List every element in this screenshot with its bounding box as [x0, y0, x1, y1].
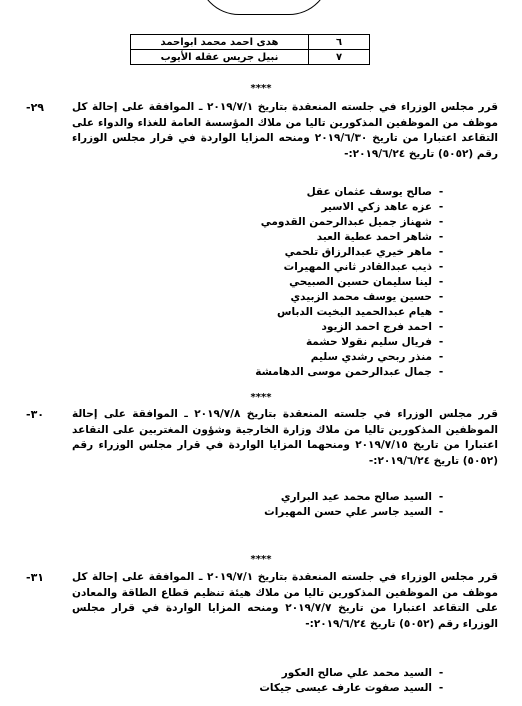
list-item — [255, 335, 450, 350]
list-item-name: ذيب عبدالقادر ثاني المهيرات — [283, 261, 432, 273]
names-table — [130, 34, 370, 65]
list-item — [255, 320, 450, 335]
item-number: -٣١ — [25, 571, 44, 584]
list-item-name: فريال سليم نقولا حشمة — [305, 336, 432, 348]
list-bullet: - — [438, 682, 444, 694]
list-item-name: هيام عبدالحميد البخيت الدباس — [277, 306, 432, 318]
list-item-name: السيد محمد علي صالح العكور — [281, 667, 432, 679]
list-bullet: - — [438, 201, 444, 213]
list-item — [255, 275, 450, 290]
list-bullet: - — [438, 306, 444, 318]
list-item-name: حسين يوسف محمد الزبيدي — [290, 291, 432, 303]
separator: **** — [250, 554, 272, 565]
names-list — [259, 666, 450, 696]
list-bullet: - — [438, 276, 444, 288]
item-number: -٣٠ — [25, 408, 44, 421]
list-item — [255, 305, 450, 320]
header-seal-arc — [198, 0, 330, 15]
list-item-name: ماهر خيري عبدالرزاق تلحمي — [284, 246, 432, 258]
list-item-name: شهناز جميل عبدالرحمن القدومي — [260, 216, 432, 228]
list-item-name: جمال عبدالرحمن موسى الدهامشة — [255, 366, 432, 378]
item-paragraph: قرر مجلس الوزراء في جلسته المنعقدة بتاريخ ٢٠١٩/٧/١ ـ الموافقة على إحالة كل موظف من الموظفين المذكورين تاليا من ملاك المؤسسة العامة للغذاء والدواء على التقاعد اعتبارا من تاريخ ٢٠١٩/٦/٣٠ ومنحه المزايا الواردة في قرار مجلس الوزراء رقم (٥٠٥٢) تاريخ ٢٠١٩/٦/٢٤:- — [72, 101, 498, 160]
list-item — [264, 505, 450, 520]
list-bullet: - — [438, 351, 444, 363]
list-item — [259, 666, 450, 681]
list-item-name: احمد فرج احمد الزيود — [321, 321, 432, 333]
item-number: -٢٩ — [25, 101, 44, 114]
list-item — [264, 490, 450, 505]
list-bullet: - — [438, 216, 444, 228]
table-row — [131, 50, 370, 65]
list-item-name: شاهر احمد عطية العبد — [316, 231, 432, 243]
list-item-name: لينا سليمان حسين الصبيحي — [289, 276, 432, 288]
list-bullet: - — [438, 336, 444, 348]
list-item — [255, 200, 450, 215]
list-item — [255, 350, 450, 365]
list-item-name: السيد صفوت عارف عيسى جيكات — [259, 682, 432, 694]
list-item — [255, 260, 450, 275]
list-item — [255, 215, 450, 230]
list-item — [255, 365, 450, 380]
row-number: ٧ — [309, 50, 370, 65]
table-row — [131, 35, 370, 50]
names-list — [255, 185, 450, 380]
list-item — [259, 681, 450, 696]
list-bullet: - — [438, 667, 444, 679]
list-bullet: - — [438, 506, 444, 518]
row-name: نبيل جريس عقله الأيوب — [131, 50, 309, 65]
list-item-name: السيد صالح محمد عيد البراري — [280, 491, 432, 503]
list-item — [255, 185, 450, 200]
list-item — [255, 245, 450, 260]
row-number: ٦ — [309, 35, 370, 50]
list-item-name: صالح يوسف عثمان عقل — [306, 186, 432, 198]
list-item-name: السيد جاسر علي حسن المهيرات — [264, 506, 432, 518]
list-bullet: - — [438, 321, 444, 333]
list-bullet: - — [438, 491, 444, 503]
item-paragraph: قرر مجلس الوزراء في جلسته المنعقدة بتاريخ ٢٠١٩/٧/٨ ـ الموافقة على إحالة الموظفين المذكورين تاليا من ملاك وزارة الخارجية وشؤون المغتربين على التقاعد اعتبارا من تاريخ ٢٠١٩/٧/١٥ ومنحهما المزايا الواردة في قرار مجلس الوزراء رقم (٥٠٥٢) تاريخ ٢٠١٩/٦/٢٤:- — [72, 408, 499, 467]
row-name: هدى احمد محمد ابواحمد — [131, 35, 309, 50]
list-bullet: - — [438, 231, 444, 243]
list-item-name: منذر ربحي رشدي سليم — [310, 351, 432, 363]
list-bullet: - — [438, 291, 444, 303]
list-bullet: - — [438, 261, 444, 273]
item-paragraph: قرر مجلس الوزراء في جلسته المنعقدة بتاريخ ٢٠١٩/٧/١ ـ الموافقة على إحالة كل موظف من الموظفين المذكورين تاليا من ملاك هيئة تنظيم قطاع الطاقة والمعادن على التقاعد اعتبارا من تاريخ ٢٠١٩/٧/٧ ومنحه المزايا الواردة في قرار مجلس الوزراء رقم (٥٠٥٢) تاريخ ٢٠١٩/٦/٢٤:- — [72, 571, 498, 630]
names-list — [264, 490, 450, 520]
list-bullet: - — [438, 246, 444, 258]
list-bullet: - — [438, 366, 444, 378]
separator: **** — [250, 83, 272, 94]
list-bullet: - — [438, 186, 444, 198]
list-item-name: عزه عاهد زكي الاسير — [321, 201, 432, 213]
list-item — [255, 230, 450, 245]
separator: **** — [250, 392, 272, 403]
list-item — [255, 290, 450, 305]
